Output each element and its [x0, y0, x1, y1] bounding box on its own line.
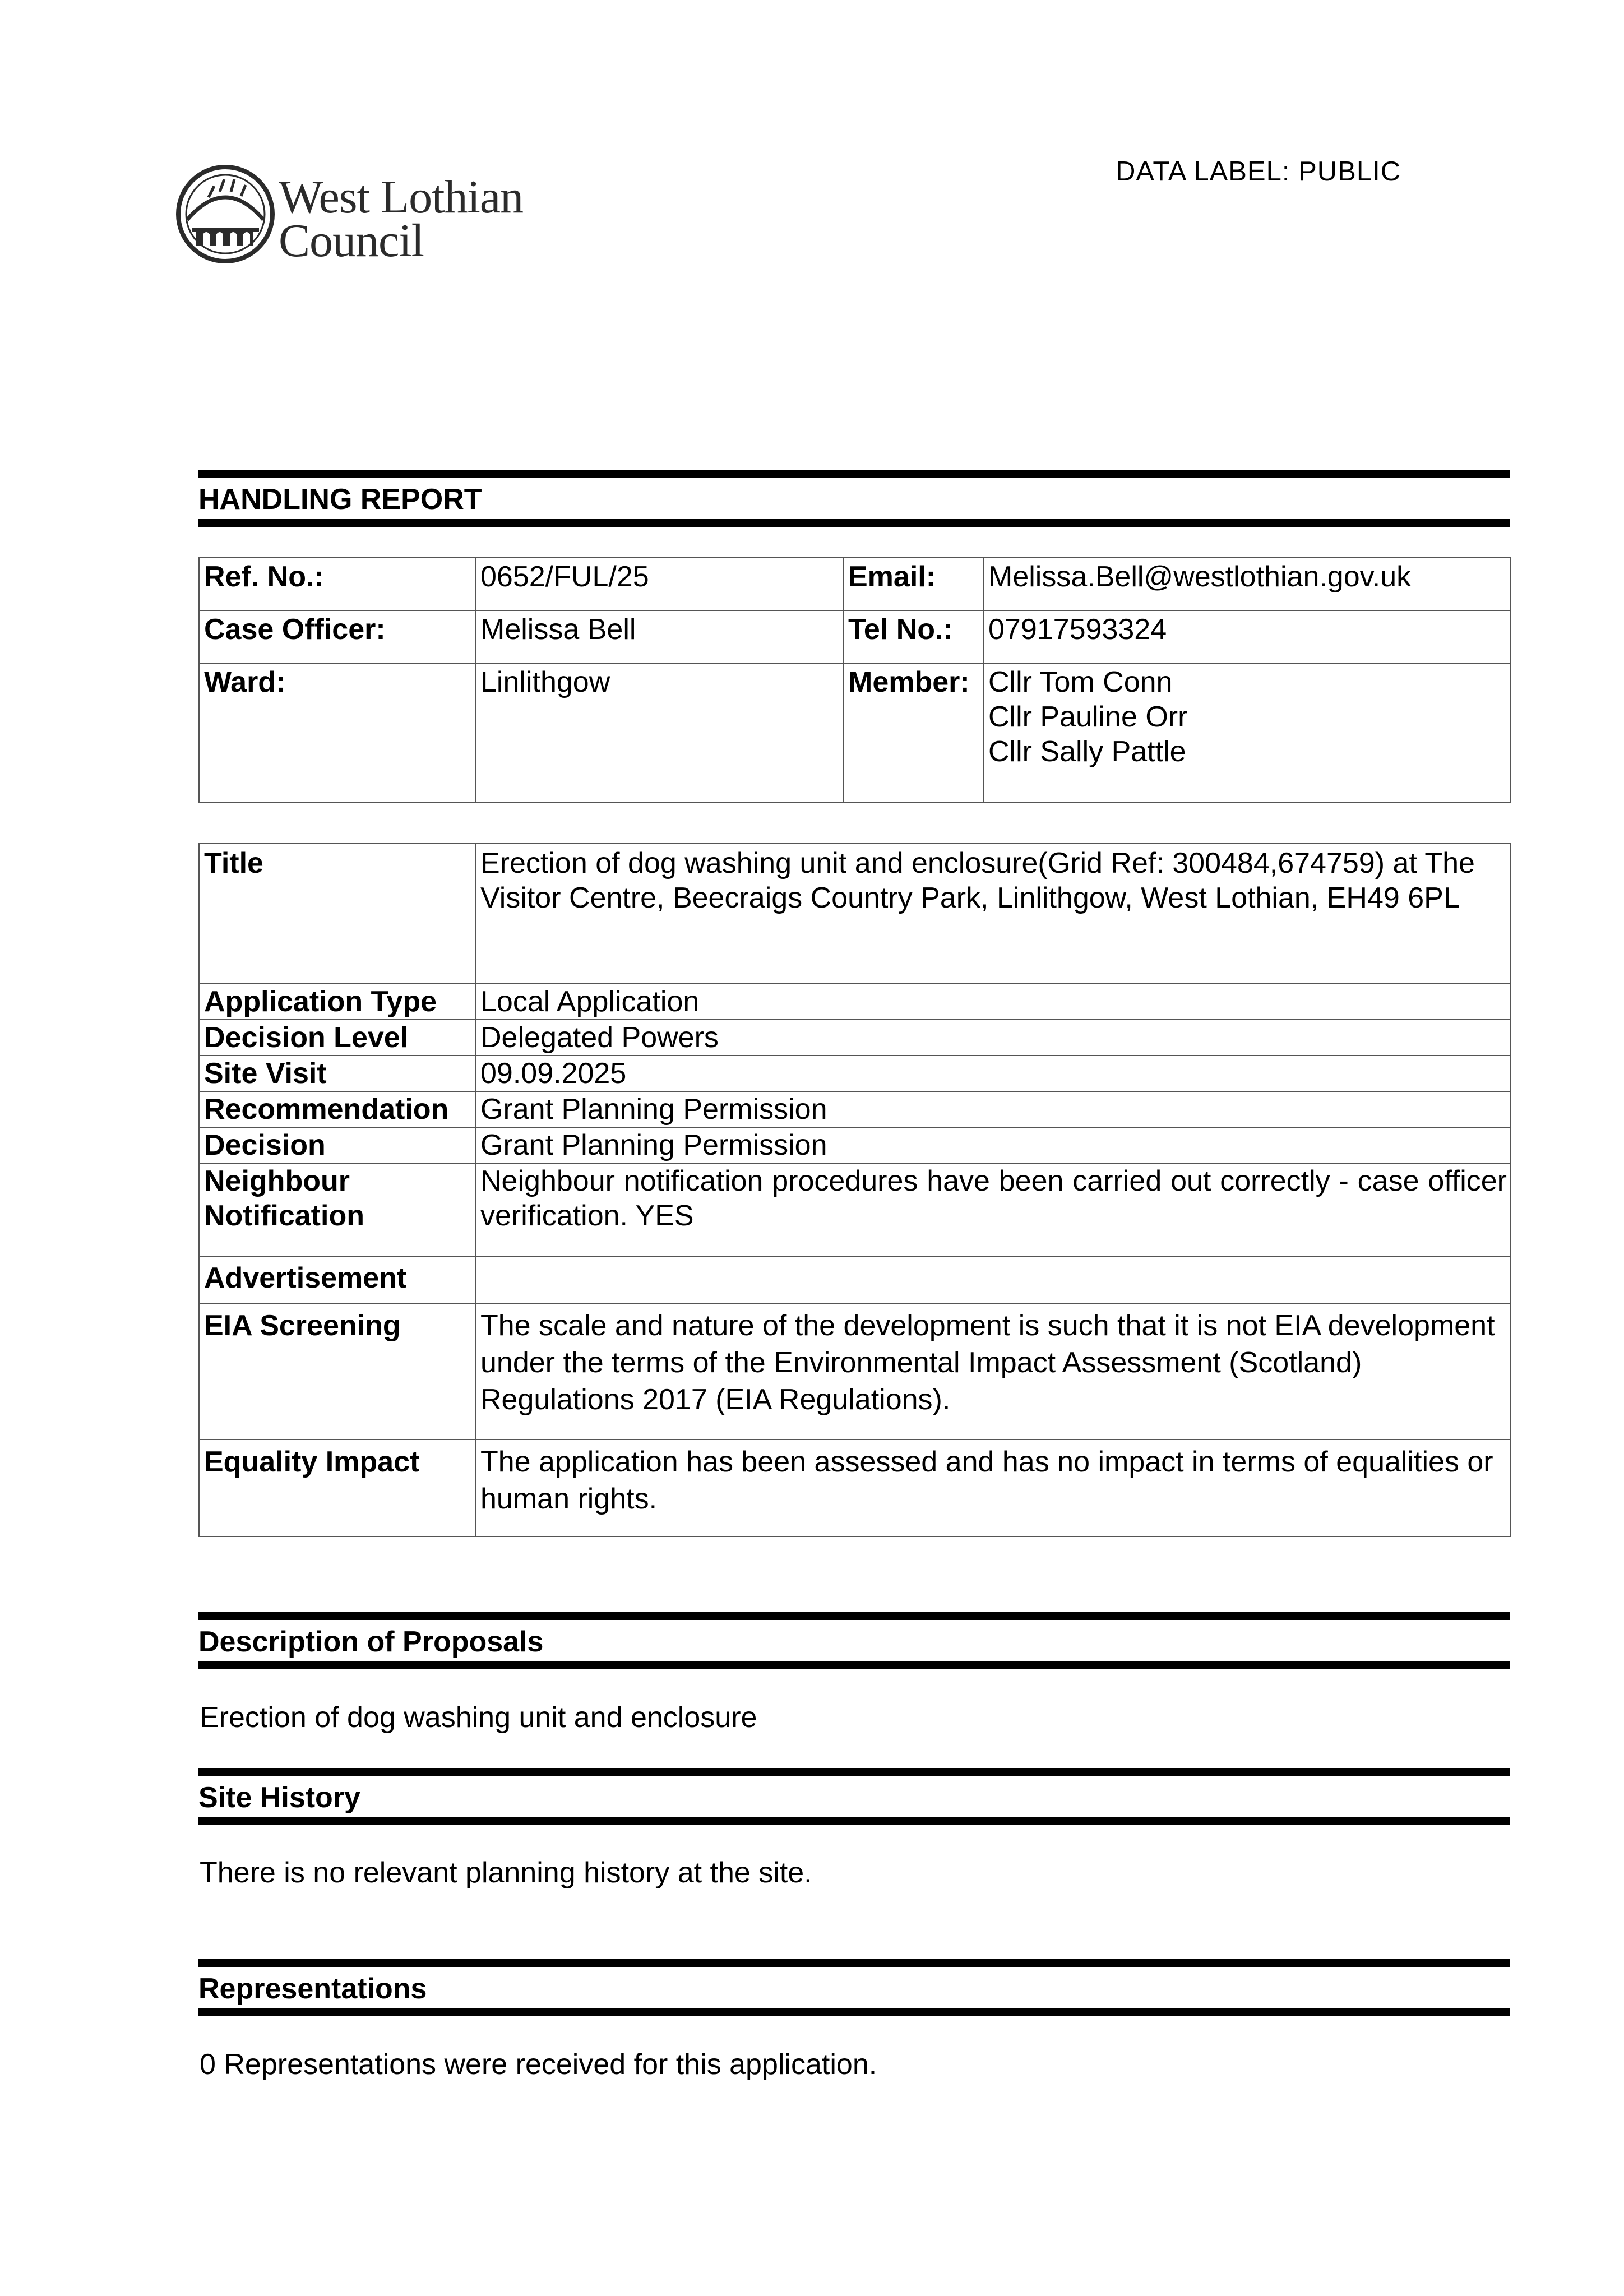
title-value: Erection of dog washing unit and enclosure(Grid Ref: 300484,674759) at The Visitor Centre, Beecraigs Country Park, Linlithgow, West Lothian, EH49 6PL — [475, 843, 1511, 984]
site-history-text: There is no relevant planning history at the site. — [200, 1857, 812, 1889]
eia-screening-label: EIA Screening — [199, 1303, 475, 1439]
member-name: Cllr Tom Conn — [988, 666, 1173, 698]
officer-details-table — [198, 557, 1511, 803]
description-text: Erection of dog washing unit and enclosure — [200, 1701, 757, 1734]
table-row — [199, 1257, 1511, 1303]
data-classification-label: DATA LABEL: PUBLIC — [1116, 156, 1401, 187]
eia-screening-value: The scale and nature of the development is such that it is not EIA development under the terms of the Environmental Impact Assessment (Scotland) Regulations 2017 (EIA Regulations). — [475, 1303, 1511, 1439]
equality-impact-label: Equality Impact — [199, 1439, 475, 1536]
equality-impact-value: The application has been assessed and has no impact in terms of equalities or human rights. — [475, 1439, 1511, 1536]
application-type-value: Local Application — [475, 984, 1511, 1020]
site-history-heading: Site History — [198, 1768, 1510, 1825]
recommendation-label: Recommendation — [199, 1091, 475, 1127]
decision-level-label: Decision Level — [199, 1020, 475, 1056]
table-row — [199, 558, 1511, 610]
report-title: HANDLING REPORT — [198, 470, 1510, 527]
representations-heading: Representations — [198, 1959, 1510, 2016]
tel-value: 07917593324 — [983, 610, 1511, 663]
tel-label: Tel No.: — [843, 610, 983, 663]
member-list — [983, 663, 1511, 803]
advertisement-value — [475, 1257, 1511, 1303]
site-visit-value: 09.09.2025 — [475, 1056, 1511, 1091]
recommendation-value: Grant Planning Permission — [475, 1091, 1511, 1127]
application-type-label: Application Type — [199, 984, 475, 1020]
council-logo — [175, 161, 567, 268]
neighbour-notification-value: Neighbour notification procedures have been carried out correctly - case officer verification. YES — [475, 1163, 1511, 1257]
member-name: Cllr Sally Pattle — [988, 735, 1186, 768]
table-row — [199, 1303, 1511, 1439]
table-row — [199, 1056, 1511, 1091]
ref-value: 0652/FUL/25 — [475, 558, 843, 610]
application-details-table — [198, 843, 1511, 1537]
advertisement-label: Advertisement — [199, 1257, 475, 1303]
description-heading: Description of Proposals — [198, 1612, 1510, 1669]
email-value[interactable]: Melissa.Bell@westlothian.gov.uk — [983, 558, 1511, 610]
title-label: Title — [199, 843, 475, 984]
neighbour-notification-label: Neighbour Notification — [199, 1163, 475, 1257]
table-row — [199, 1439, 1511, 1536]
email-label: Email: — [843, 558, 983, 610]
table-row — [199, 984, 1511, 1020]
decision-label: Decision — [199, 1127, 475, 1163]
table-row — [199, 1163, 1511, 1257]
table-row — [199, 610, 1511, 663]
viaduct-emblem-icon — [175, 164, 276, 265]
table-row — [199, 843, 1511, 984]
logo-text-line2: Council — [279, 215, 424, 267]
member-label: Member: — [843, 663, 983, 803]
case-officer-label: Case Officer: — [199, 610, 475, 663]
decision-value: Grant Planning Permission — [475, 1127, 1511, 1163]
member-name: Cllr Pauline Orr — [988, 701, 1188, 733]
logo-text-line1: West Lothian — [279, 171, 524, 223]
case-officer-value: Melissa Bell — [475, 610, 843, 663]
table-row — [199, 663, 1511, 803]
site-visit-label: Site Visit — [199, 1056, 475, 1091]
decision-level-value: Delegated Powers — [475, 1020, 1511, 1056]
table-row — [199, 1127, 1511, 1163]
table-row — [199, 1091, 1511, 1127]
table-row — [199, 1020, 1511, 1056]
ref-label: Ref. No.: — [199, 558, 475, 610]
ward-value: Linlithgow — [475, 663, 843, 803]
representations-text: 0 Representations were received for this application. — [200, 2048, 877, 2081]
ward-label: Ward: — [199, 663, 475, 803]
